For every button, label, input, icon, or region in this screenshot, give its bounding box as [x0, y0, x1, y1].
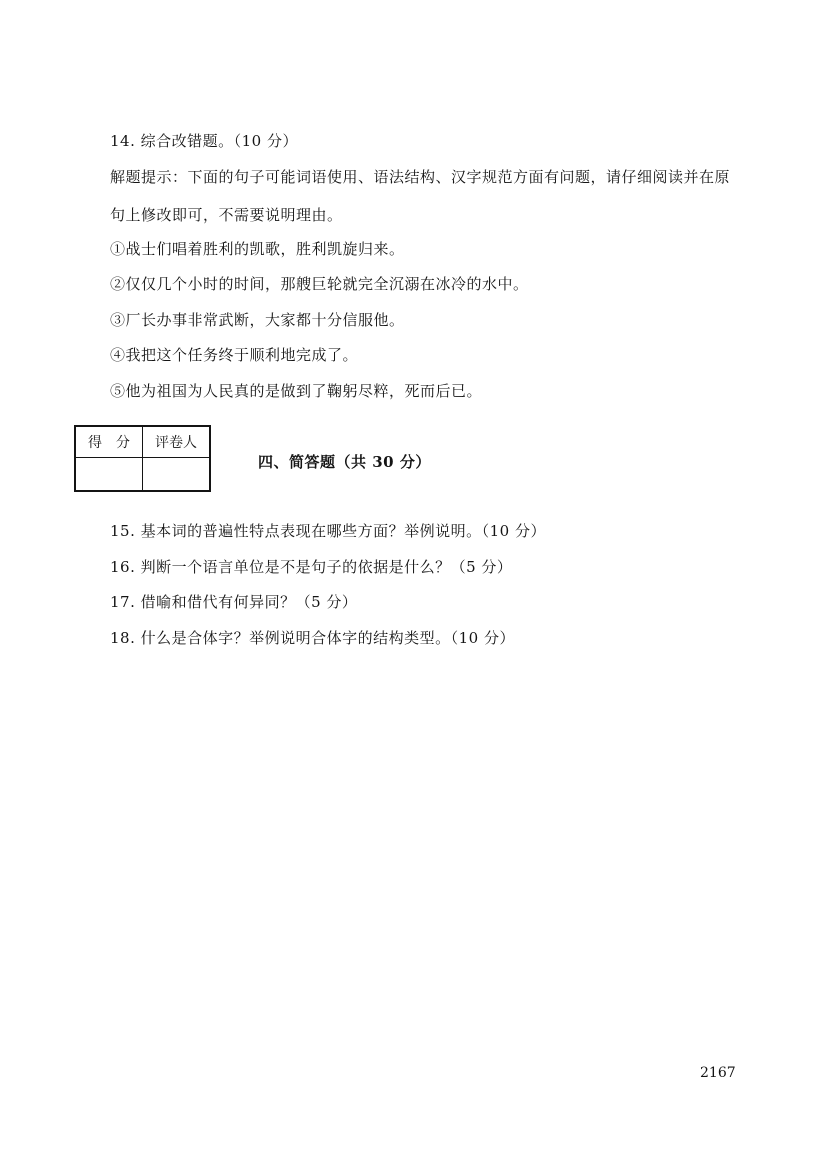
question-14-sentence-2: ②仅仅几个小时的时间，那艘巨轮就完全沉溺在冰冷的水中。 [110, 275, 529, 293]
question-14-sentence-4: ④我把这个任务终于顺利地完成了。 [110, 346, 359, 364]
page-number: 2167 [700, 1065, 736, 1081]
question-17: 17. 借喻和借代有何异同？（5 分） [110, 593, 358, 611]
question-14-sentence-1: ①战士们唱着胜利的凯歌，胜利凯旋归来。 [110, 240, 405, 258]
question-16: 16. 判断一个语言单位是不是句子的依据是什么？（5 分） [110, 558, 513, 576]
score-box [74, 425, 211, 492]
score-label: 得 分 [75, 426, 143, 458]
question-14-hint-line-1: 解题提示：下面的句子可能词语使用、语法结构、汉字规范方面有问题，请仔细阅读并在原 [110, 168, 731, 186]
question-14-sentence-5: ⑤他为祖国为人民真的是做到了鞠躬尽粹，死而后已。 [110, 382, 483, 400]
question-14-title: 14. 综合改错题。（10 分） [110, 132, 298, 150]
grader-cell[interactable] [143, 458, 211, 492]
question-18: 18. 什么是合体字？举例说明合体字的结构类型。（10 分） [110, 629, 515, 647]
question-14-hint-line-2: 句上修改即可，不需要说明理由。 [110, 206, 343, 224]
question-15: 15. 基本词的普遍性特点表现在哪些方面？举例说明。（10 分） [110, 522, 546, 540]
question-14-sentence-3: ③厂长办事非常武断，大家都十分信服他。 [110, 311, 405, 329]
score-cell[interactable] [75, 458, 143, 492]
section-4-title: 四、简答题（共 30 分） [258, 453, 431, 471]
grader-label: 评卷人 [143, 426, 211, 458]
